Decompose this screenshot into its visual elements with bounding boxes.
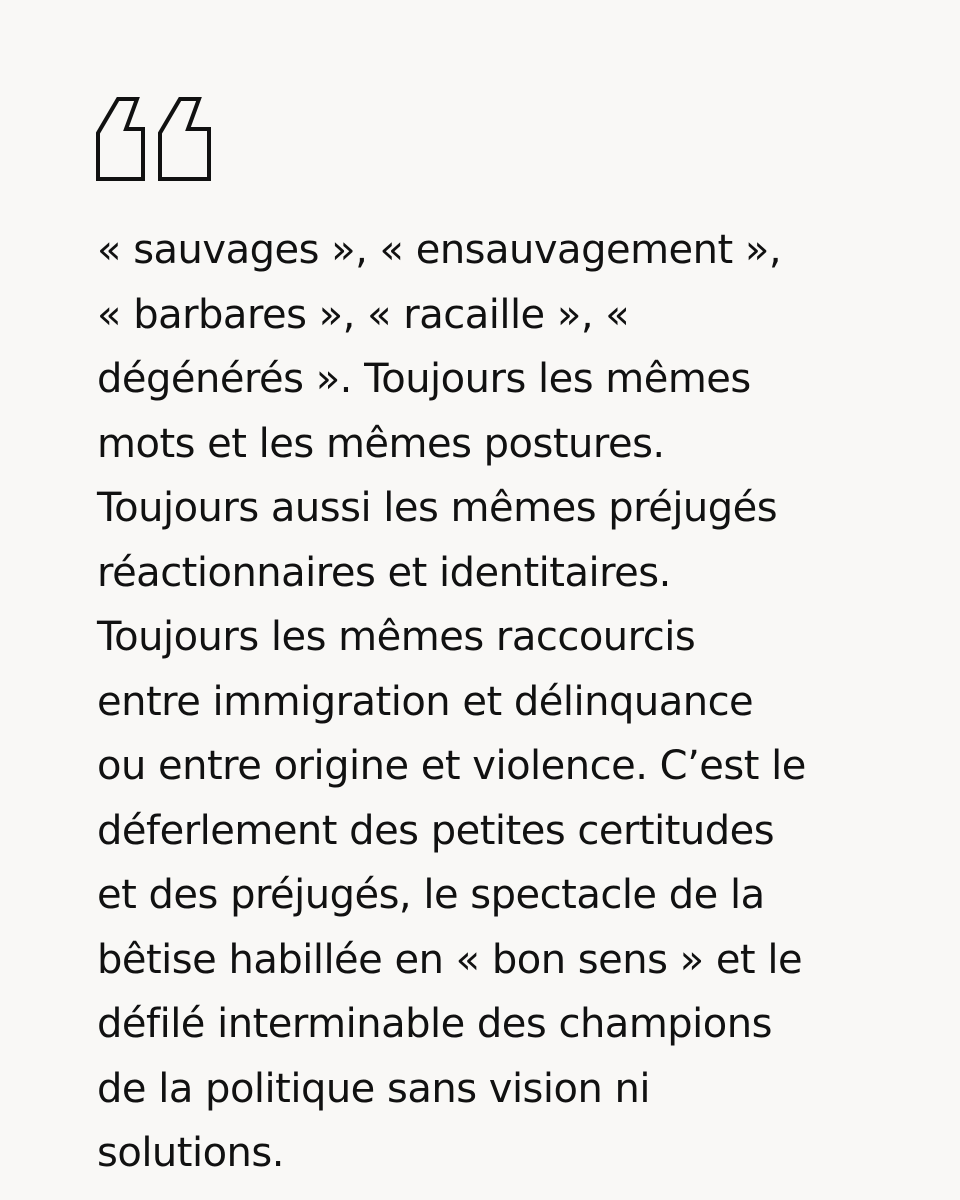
quote-line: déferlement des petites certitudes: [97, 807, 775, 854]
quote-line: Toujours aussi les mêmes préjugés: [97, 485, 778, 531]
quote-line: réactionnaires et identitaires.: [97, 549, 671, 596]
open-quote-icon: [96, 97, 212, 181]
quote-line: entre immigration et délinquance: [97, 678, 754, 725]
quote-line: dégénérés ». Toujours les mêmes: [97, 356, 751, 402]
quote-line: « sauvages », « ensauvagement »,: [97, 227, 782, 273]
quote-line: « barbares », « racaille », «: [97, 291, 630, 338]
quote-line: bêtise habillée en « bon sens » et le: [97, 936, 803, 983]
quote-line: ou entre origine et violence. C’est le: [97, 743, 806, 789]
quote-line: et des préjugés, le spectacle de la: [97, 872, 765, 918]
quote-line: solutions.: [97, 1130, 284, 1176]
quote-text: [97, 218, 887, 1186]
quote-line: mots et les mêmes postures.: [97, 420, 665, 467]
quote-line: Toujours les mêmes raccourcis: [97, 614, 696, 660]
quote-line: défilé interminable des champions: [97, 1001, 772, 1047]
quote-line: de la politique sans vision ni: [97, 1065, 651, 1112]
